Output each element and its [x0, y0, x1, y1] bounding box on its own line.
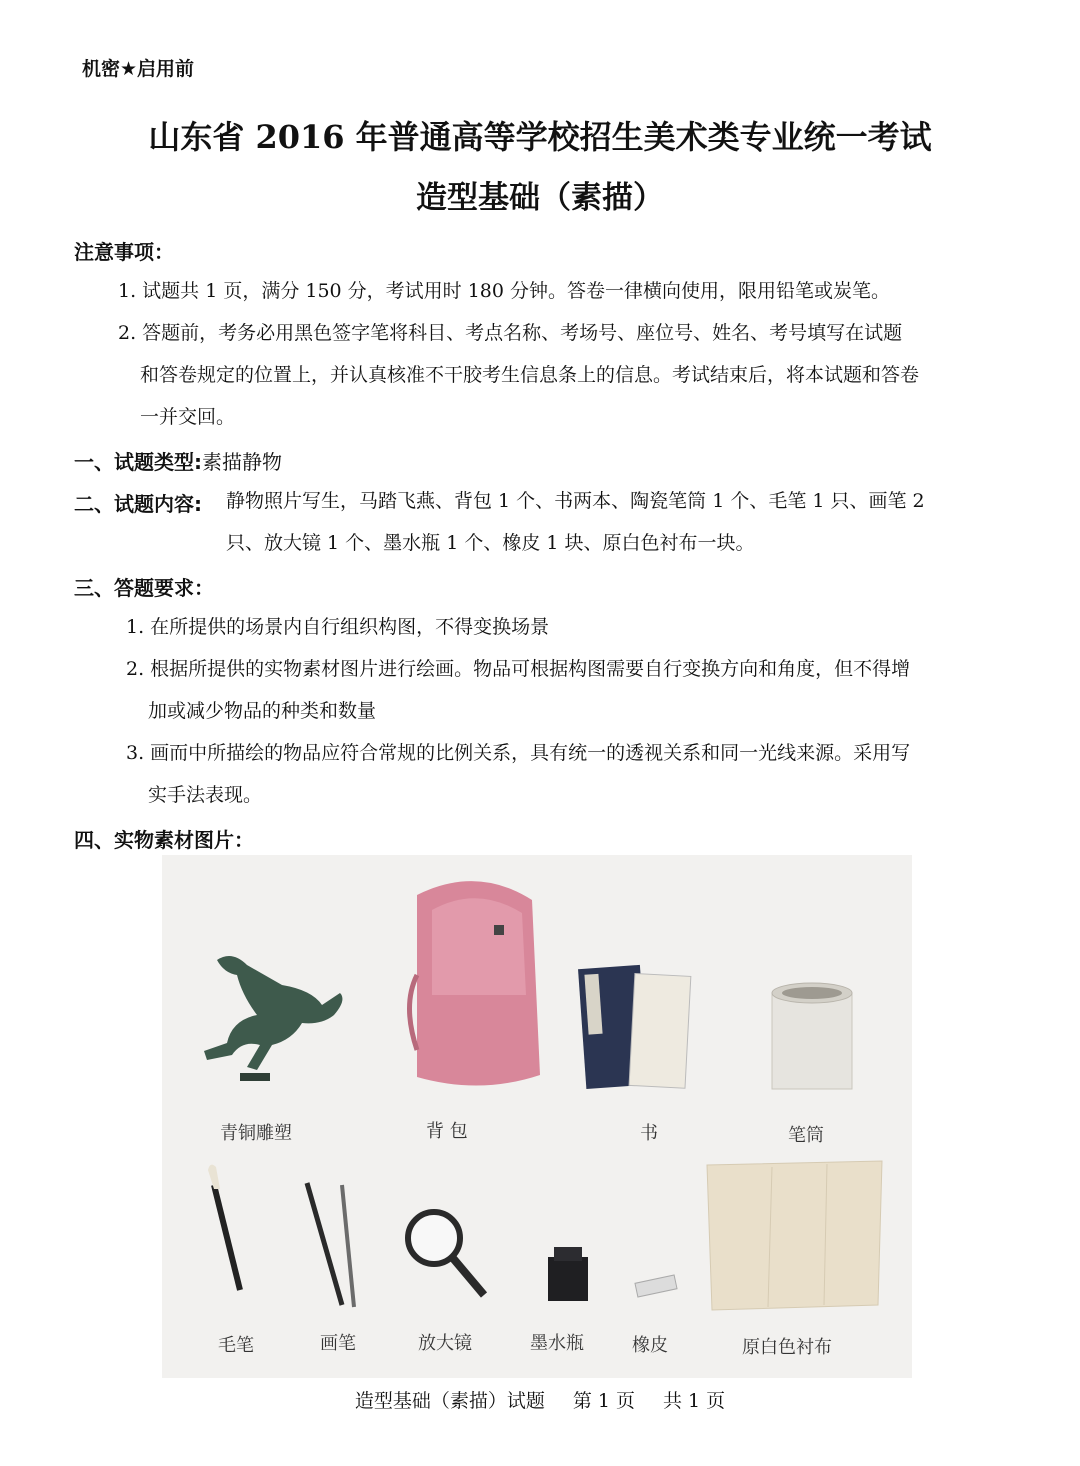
eraser-image: [635, 1275, 677, 1297]
book-image: [578, 965, 691, 1089]
caption-penholder: 笔筒: [788, 1125, 824, 1146]
footer-subject: 造型基础（素描）试题: [354, 1390, 545, 1412]
notice-item-2: 2. 答题前，考务必用黑色签字笔将科目、考点名称、考场号、座位号、姓名、考号填写在试题: [118, 322, 903, 344]
caption-magnifier: 放大镜: [418, 1333, 472, 1354]
notice-item-1: 1. 试题共 1 页，满分 150 分，考试用时 180 分钟。答卷一律横向使用，限用铅笔或炭笔。: [118, 280, 891, 302]
section-content-line2: 只、放大镜 1 个、墨水瓶 1 个、橡皮 1 块、原白色衬布一块。: [226, 532, 755, 554]
section-content-heading: 二、试题内容:: [74, 492, 202, 516]
exam-subject: 造型基础（素描）: [416, 180, 664, 216]
section-requirements-heading: 三、答题要求：: [74, 576, 214, 600]
materials-photo: [162, 855, 912, 1378]
caption-bronze: 青铜雕塑: [220, 1123, 292, 1144]
section-type-value: 素描静物: [202, 450, 282, 474]
section-materials-heading: 四、实物素材图片：: [74, 828, 254, 852]
caption-backpack: 背 包: [426, 1121, 468, 1142]
notice-heading: 注意事项：: [74, 240, 174, 264]
cloth-image: [707, 1161, 882, 1310]
caption-paintbrush: 画笔: [320, 1333, 356, 1354]
penholder-image: [772, 983, 852, 1089]
requirement-1: 1. 在所提供的场景内自行组织构图，不得变换场景: [126, 616, 550, 638]
backpack-image: [410, 881, 541, 1085]
bronze-sculpture-image: [204, 956, 342, 1081]
footer-total: 共 1 页: [663, 1390, 726, 1412]
exam-title: 山东省 2016 年普通高等学校招生美术类专业统一考试: [148, 118, 932, 156]
requirement-3: 3. 画而中所描绘的物品应符合常规的比例关系，具有统一的透视关系和同一光线来源。采用写: [126, 742, 911, 764]
requirement-2: 2. 根据所提供的实物素材图片进行绘画。物品可根据构图需要自行变换方向和角度，但不得增: [126, 658, 911, 680]
page-footer: [0, 1386, 1080, 1413]
inkbottle-image: [548, 1247, 588, 1301]
notice-item-2-cont: 和答卷规定的位置上，并认真核准不干胶考生信息条上的信息。考试结束后，将本试题和答卷: [140, 364, 920, 386]
caption-inkbottle: 墨水瓶: [530, 1333, 584, 1354]
section-type-heading: 一、试题类型:: [74, 450, 202, 474]
caption-brush: 毛笔: [218, 1335, 254, 1356]
magnifier-image: [408, 1212, 484, 1295]
section-content-line1: 静物照片写生，马踏飞燕、背包 1 个、书两本、陶瓷笔筒 1 个、毛笔 1 只、画笔 2: [226, 490, 925, 512]
confidential-label: 机密★启用前: [82, 58, 195, 80]
caption-eraser: 橡皮: [632, 1335, 668, 1356]
brush-image: [208, 1165, 240, 1290]
caption-book: 书: [640, 1123, 658, 1144]
paintbrush-image: [307, 1183, 354, 1307]
footer-page: 第 1 页: [572, 1390, 635, 1412]
notice-item-2-cont2: 一并交回。: [140, 406, 236, 428]
requirement-3-cont: 实手法表现。: [148, 784, 263, 806]
materials-illustration: [162, 855, 912, 1378]
section-type: [74, 446, 282, 475]
caption-cloth: 原白色衬布: [742, 1337, 832, 1358]
requirement-2-cont: 加或减少物品的种类和数量: [148, 700, 377, 722]
